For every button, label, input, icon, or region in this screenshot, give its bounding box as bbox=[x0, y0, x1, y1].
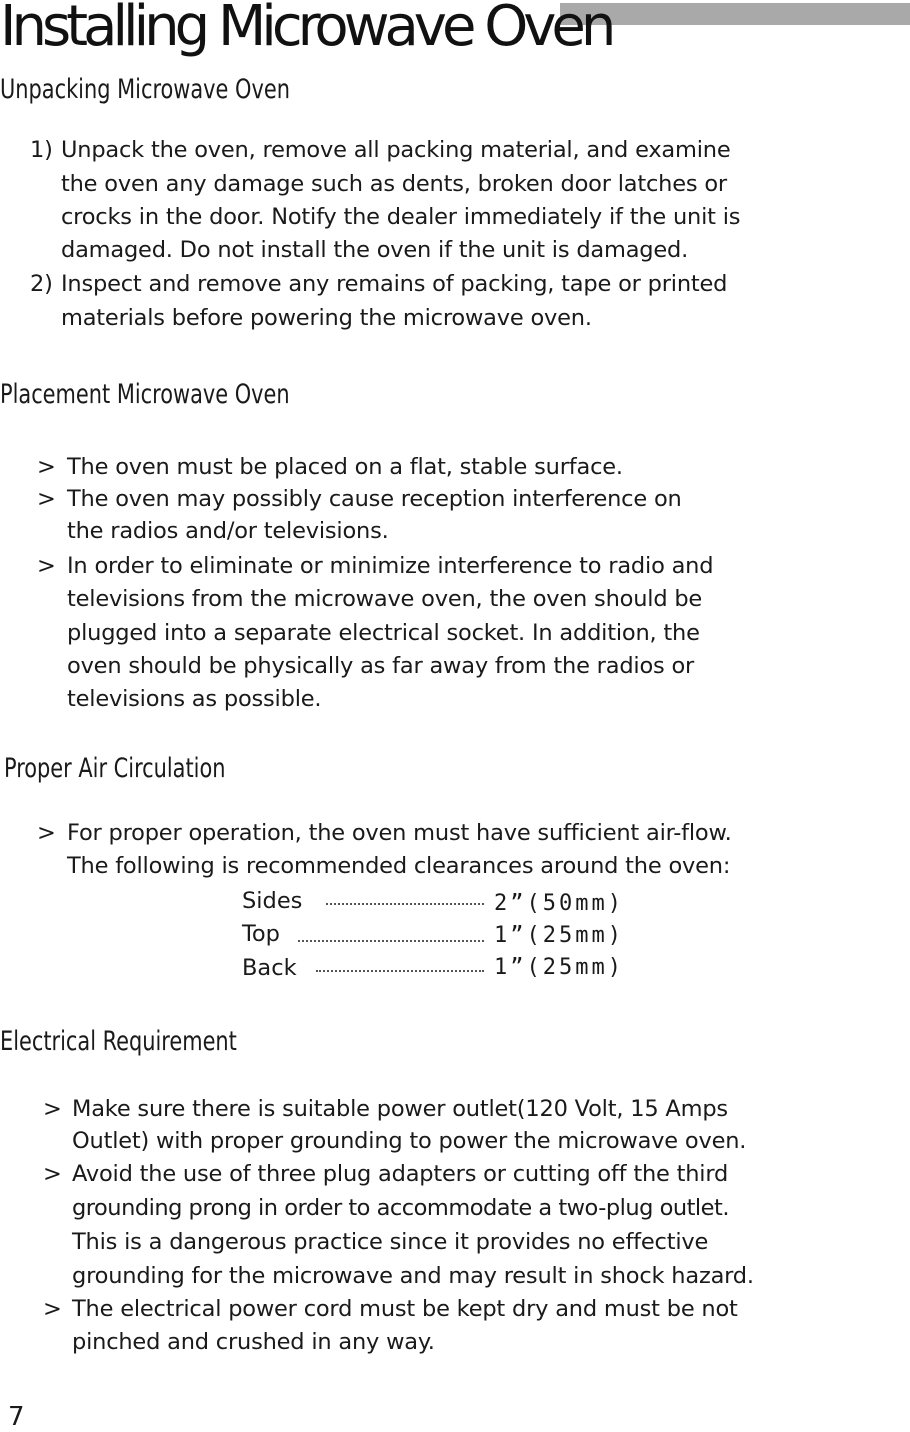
list-marker: > bbox=[37, 454, 56, 480]
clearance-label-back: Back bbox=[242, 955, 297, 981]
list-item-line: Outlet) with proper grounding to power the microwave oven. bbox=[72, 1128, 747, 1154]
list-item-line: The electrical power cord must be kept dry and must be not bbox=[72, 1296, 738, 1322]
list-item-line: The oven may possibly cause reception interference on bbox=[67, 486, 682, 512]
list-marker: 1) bbox=[30, 137, 53, 163]
clearance-value-top: 1”(25mm) bbox=[494, 923, 624, 948]
list-item-line: This is a dangerous practice since it provides no effective bbox=[72, 1229, 709, 1255]
list-marker: > bbox=[37, 820, 56, 846]
list-marker: 2) bbox=[30, 271, 53, 297]
dot-leader bbox=[326, 903, 484, 905]
list-marker: > bbox=[37, 486, 56, 512]
list-item-line: the oven any damage such as dents, broken door latches or bbox=[61, 171, 727, 197]
clearance-value-sides: 2”(50mm) bbox=[494, 891, 624, 916]
section-heading-placement: Placement Microwave Oven bbox=[0, 379, 290, 410]
list-marker: > bbox=[43, 1096, 62, 1122]
list-item-line: In order to eliminate or minimize interference to radio and bbox=[67, 553, 714, 579]
list-marker: > bbox=[37, 553, 56, 579]
list-marker: > bbox=[43, 1296, 62, 1322]
dot-leader bbox=[298, 940, 484, 942]
list-item-line: The following is recommended clearances around the oven: bbox=[67, 853, 731, 879]
section-heading-unpacking: Unpacking Microwave Oven bbox=[0, 74, 290, 105]
list-item-line: The oven must be placed on a flat, stable surface. bbox=[67, 454, 623, 480]
list-item-line: Inspect and remove any remains of packing, tape or printed bbox=[61, 271, 728, 297]
list-item-line: damaged. Do not install the oven if the unit is damaged. bbox=[61, 237, 689, 263]
page-title: Installing Microwave Oven bbox=[0, 0, 612, 59]
list-item-line: Avoid the use of three plug adapters or cutting off the third bbox=[72, 1161, 729, 1187]
section-heading-electrical: Electrical Requirement bbox=[0, 1026, 237, 1057]
section-heading-air-circulation: Proper Air Circulation bbox=[4, 753, 226, 784]
list-item-line: materials before powering the microwave oven. bbox=[61, 305, 592, 331]
list-item-line: oven should be physically as far away from the radios or bbox=[67, 653, 695, 679]
clearance-label-sides: Sides bbox=[242, 888, 303, 914]
list-item-line: plugged into a separate electrical socket. In addition, the bbox=[67, 620, 700, 646]
list-item-line: crocks in the door. Notify the dealer immediately if the unit is bbox=[61, 204, 741, 230]
list-item-line: televisions from the microwave oven, the oven should be bbox=[67, 586, 703, 612]
clearance-value-back: 1”(25mm) bbox=[494, 955, 624, 980]
list-marker: > bbox=[43, 1161, 62, 1187]
list-item-line: grounding for the microwave and may result in shock hazard. bbox=[72, 1263, 754, 1289]
clearance-label-top: Top bbox=[242, 921, 280, 947]
list-item-line: For proper operation, the oven must have sufficient air-flow. bbox=[67, 820, 732, 846]
page-number: 7 bbox=[8, 1402, 25, 1432]
dot-leader bbox=[316, 970, 484, 972]
title-bar-decoration bbox=[560, 3, 910, 25]
list-item-line: pinched and crushed in any way. bbox=[72, 1329, 435, 1355]
list-item-line: the radios and/or televisions. bbox=[67, 518, 389, 544]
list-item-line: Unpack the oven, remove all packing material, and examine bbox=[61, 137, 731, 163]
list-item-line: grounding prong in order to accommodate a two-plug outlet. bbox=[72, 1195, 729, 1221]
list-item-line: Make sure there is suitable power outlet(120 Volt, 15 Amps bbox=[72, 1096, 728, 1122]
list-item-line: televisions as possible. bbox=[67, 686, 322, 712]
